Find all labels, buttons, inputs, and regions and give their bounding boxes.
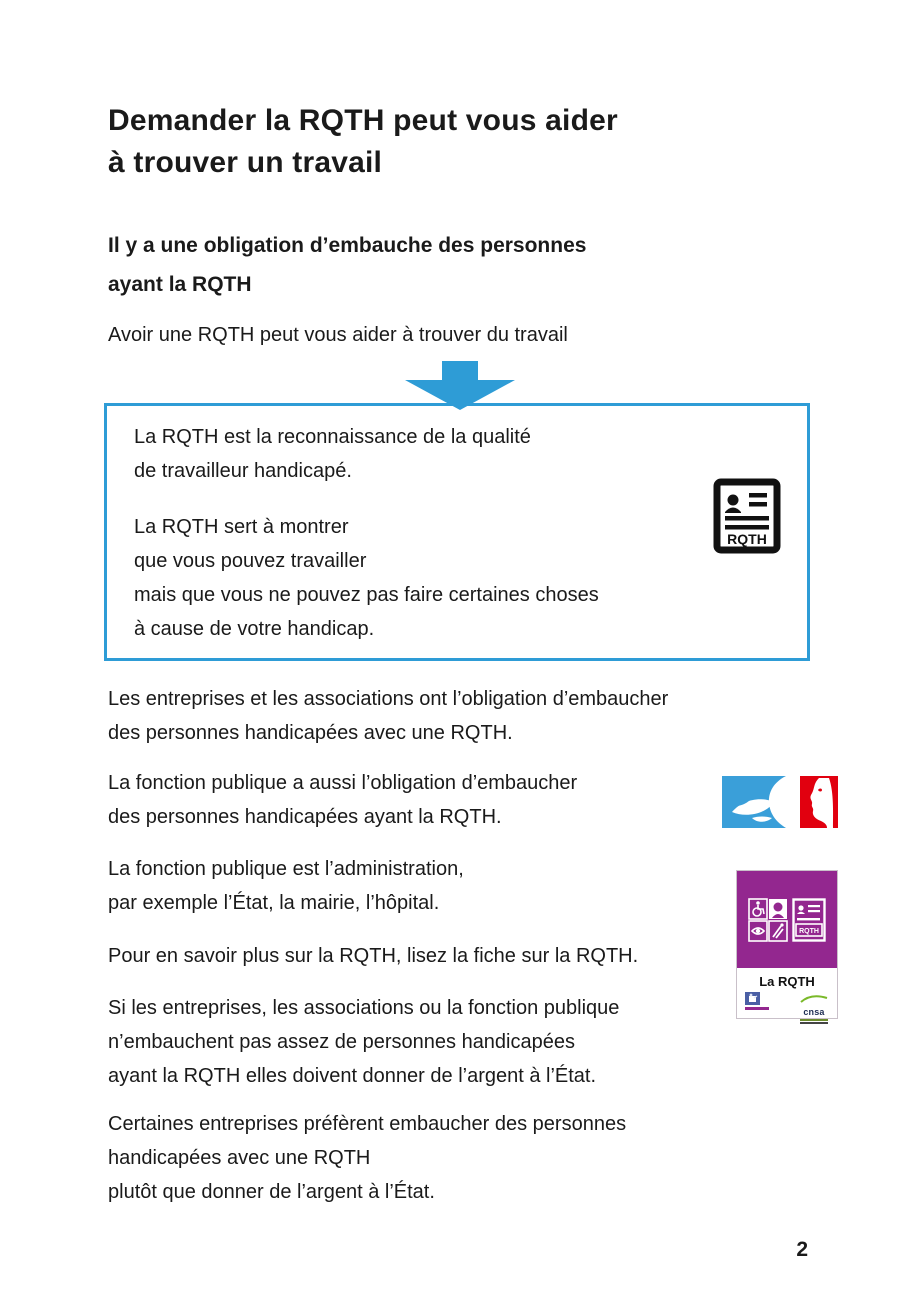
rqth-leaflet-footer	[737, 968, 837, 1018]
french-government-logo	[722, 776, 838, 833]
cnsa-caption-strip-1	[800, 1019, 828, 1021]
disability-icons-grid	[748, 898, 788, 942]
text-line: handicapées avec une RQTH	[108, 1147, 371, 1169]
cnsa-logo-text: cnsa	[803, 1007, 825, 1017]
intro-sentence	[108, 318, 748, 352]
paragraph-preference-embauche	[108, 1107, 748, 1209]
heading-line-2: ayant la RQTH	[108, 273, 252, 296]
cnsa-leaf-icon	[799, 995, 829, 1003]
paragraph-entreprises-obligation	[108, 682, 748, 750]
text-line: que vous pouvez travailler	[134, 550, 367, 572]
rqth-leaflet-cover	[737, 871, 837, 968]
falc-logo-caption-strip	[745, 1007, 769, 1010]
cnsa-caption-strip-2	[800, 1022, 828, 1024]
text-line: plutôt que donner de l’argent à l’État.	[108, 1181, 435, 1203]
text-line: Les entreprises et les associations ont l’obligation d’embaucher	[108, 688, 669, 710]
paragraph-fonction-publique-definition	[108, 852, 748, 920]
text-line: La fonction publique est l’administration,	[108, 858, 464, 880]
paragraph-fonction-publique-obligation	[108, 766, 748, 834]
text-line: des personnes handicapées avec une RQTH.	[108, 722, 513, 744]
text-line: des personnes handicapées ayant la RQTH.	[108, 806, 502, 828]
text-line: à cause de votre handicap.	[134, 618, 375, 640]
heading-line-1: Il y a une obligation d’embauche des personnes	[108, 234, 587, 257]
callout-paragraph-2	[134, 510, 694, 646]
text-line: Pour en savoir plus sur la RQTH, lisez la fiche sur la RQTH.	[108, 945, 639, 967]
text-line: Si les entreprises, les associations ou la fonction publique	[108, 997, 620, 1019]
text-line: La RQTH est la reconnaissance de la qualité	[134, 426, 531, 448]
text-line: par exemple l’État, la mairie, l’hôpital.	[108, 892, 440, 914]
cnsa-logo	[797, 990, 831, 1024]
rqth-definition-text	[134, 420, 694, 668]
page-number: 2	[796, 1238, 808, 1261]
rqth-leaflet-thumbnail	[736, 870, 838, 1019]
text-line: Certaines entreprises préfèrent embaucher des personnes	[108, 1113, 627, 1135]
rqth-leaflet-title: La RQTH	[759, 974, 815, 989]
text-line: n’embauchent pas assez de personnes handicapées	[108, 1031, 575, 1053]
rqth-definition-box	[104, 403, 810, 661]
intro-text: Avoir une RQTH peut vous aider à trouver du travail	[108, 324, 568, 346]
text-line: La fonction publique a aussi l’obligation d’embaucher	[108, 772, 578, 794]
title-line-2: à trouver un travail	[108, 146, 383, 179]
page-title	[108, 100, 808, 184]
rqth-mini-card-icon	[792, 898, 826, 942]
paragraph-en-savoir-plus	[108, 939, 768, 973]
falc-logo	[745, 992, 761, 1010]
down-arrow-icon	[405, 361, 515, 415]
text-line: mais que vous ne pouvez pas faire certaines choses	[134, 584, 599, 606]
rqth-card-icon	[713, 478, 781, 559]
section-heading	[108, 226, 808, 304]
callout-paragraph-1	[134, 420, 694, 488]
title-line-1: Demander la RQTH peut vous aider	[108, 104, 618, 137]
rqth-card-icon-label: RQTH	[727, 531, 767, 547]
text-line: ayant la RQTH elles doivent donner de l’argent à l’État.	[108, 1065, 597, 1087]
text-line: de travailleur handicapé.	[134, 460, 352, 482]
rqth-mini-card-label: RQTH	[799, 927, 819, 935]
text-line: La RQTH sert à montrer	[134, 516, 349, 538]
paragraph-sanction-argent	[108, 991, 748, 1093]
falc-logo-icon	[745, 992, 760, 1005]
